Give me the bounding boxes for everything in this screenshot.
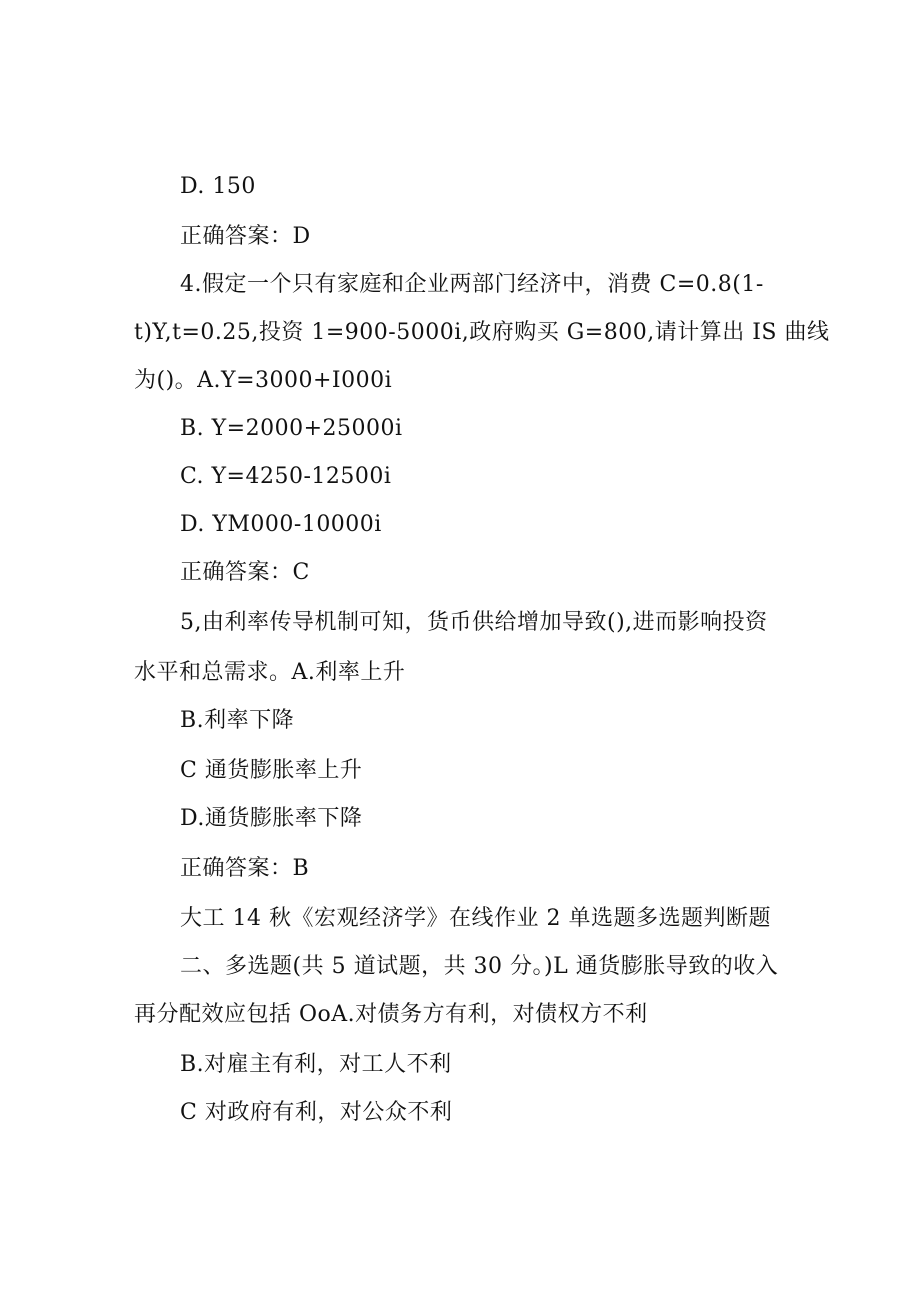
answer-q4: 正确答案：C <box>180 560 310 585</box>
option-b-mc1: B.对雇主有利，对工人不利 <box>180 1052 452 1077</box>
section-title: 大工 14 秋《宏观经济学》在线作业 2 单选题多选题判断题 <box>180 906 771 931</box>
question-4-line-1: 4.假定一个只有家庭和企业两部门经济中，消费 C=0.8(1- <box>180 272 764 297</box>
multi-choice-line-2: 再分配效应包括 OoA.对债务方有利，对债权方不利 <box>134 1002 648 1027</box>
option-c-mc1: C 对政府有利，对公众不利 <box>180 1100 453 1125</box>
answer-q5: 正确答案：B <box>180 856 310 881</box>
question-5-line-2: 水平和总需求。A.利率上升 <box>134 660 406 685</box>
option-d-q4: D. YM000-10000i <box>180 512 382 537</box>
multi-choice-line-1: 二、多选题(共 5 道试题，共 30 分。)L 通货膨胀导致的收入 <box>180 954 779 979</box>
option-b-q4: B. Y=2000+25000i <box>180 416 403 441</box>
question-4-line-2: t)Y,t=0.25,投资 1=900-5000i,政府购买 G=800,请计算出 IS 曲线 <box>134 320 830 345</box>
option-d-q3: D. 150 <box>180 174 256 199</box>
option-c-q4: C. Y=4250-12500i <box>180 464 392 489</box>
question-4-line-3: 为()。A.Y=3000+I000i <box>134 368 393 393</box>
option-c-q5: C 通货膨胀率上升 <box>180 758 363 783</box>
answer-q3: 正确答案：D <box>180 224 311 249</box>
option-b-q5: B.利率下降 <box>180 708 295 733</box>
question-5-line-1: 5,由利率传导机制可知，货币供给增加导致(),进而影响投资 <box>180 610 768 635</box>
option-d-q5: D.通货膨胀率下降 <box>180 806 363 831</box>
